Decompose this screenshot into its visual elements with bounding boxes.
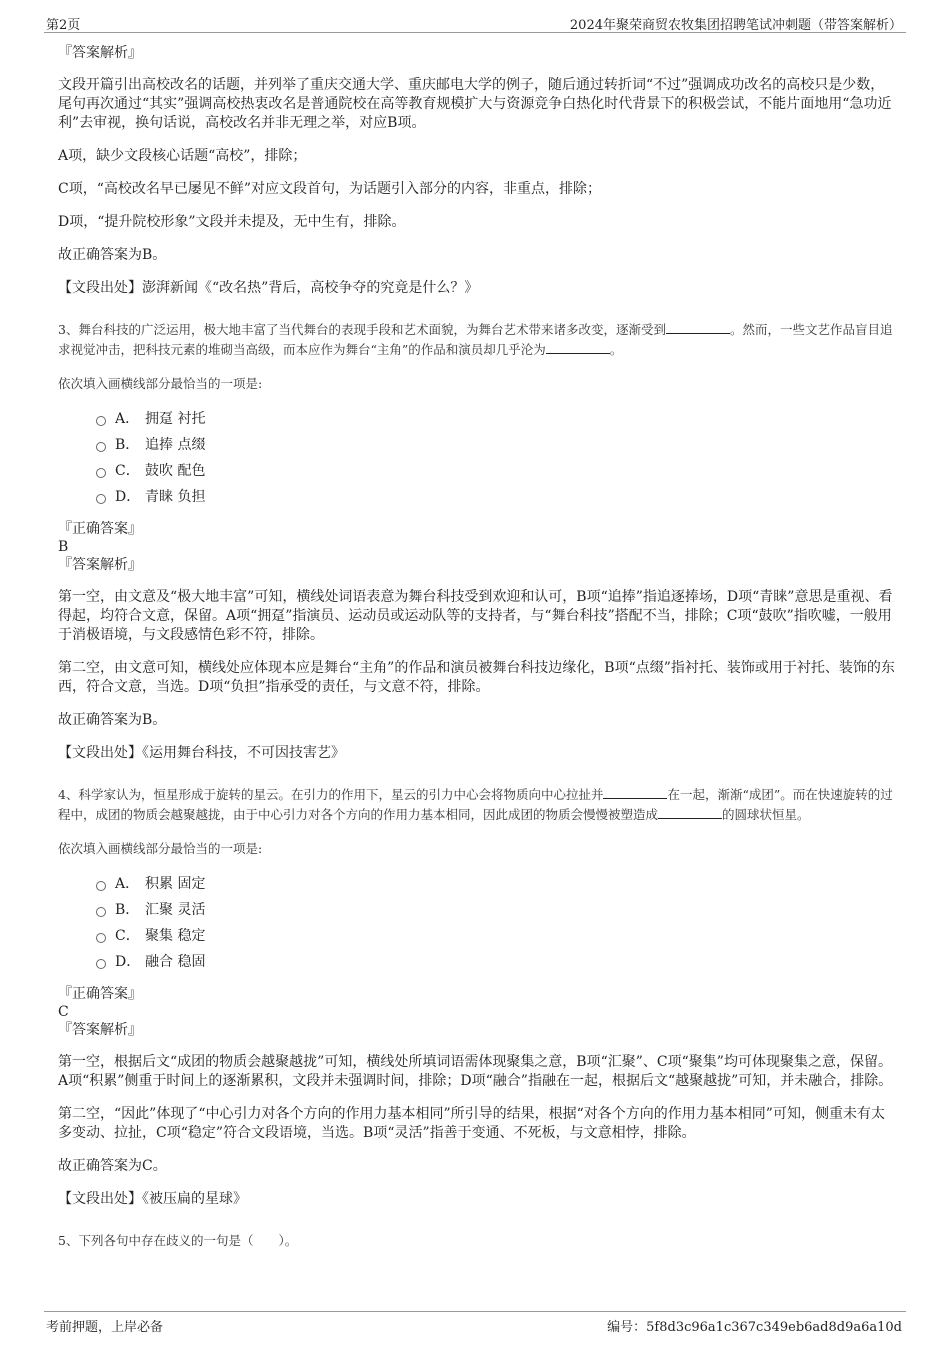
correct-answer: B [58,539,69,555]
question-4-stem: 4、科学家认为，恒星形成于旋转的星云。在引力的作用下，星云的引力中心会将物质向中心拉扯并 在一起，渐渐“成团”。而在快速旋转的过程中，成团的物质会越聚越拢，由于中心引力对各个方向的作用力基本相同，因此成团的物质会慢慢被塑造成 的圆球状恒星。 [58,787,893,822]
radio-icon[interactable] [96,881,106,891]
fill-blank [546,341,610,354]
correct-answer: C [58,1004,69,1020]
answer-conclusion: 故正确答案为B。 [58,247,167,263]
answer-conclusion: 故正确答案为B。 [58,712,167,728]
analysis-label: 『答案解析』 [58,557,142,573]
analysis-paragraph: D项，“提升院校形象”文段并未提及，无中生有，排除。 [58,214,406,230]
option-a[interactable]: A． 拥趸 衬托 [96,406,898,432]
correct-answer-label: 『正确答案』 [58,521,142,537]
options-list [96,871,898,975]
question-prompt: 依次填入画横线部分最恰当的一项是: [58,376,263,391]
source-citation: 【文段出处】《运用舞台科技，不可因技害艺》 [58,745,345,761]
analysis-paragraph: A项，缺少文段核心话题“高校”，排除； [58,148,307,164]
radio-icon[interactable] [96,959,106,969]
analysis-paragraph: 第一空，根据后文“成团的物质会越聚越拢”可知，横线处所填词语需体现聚集之意，B项“汇聚”、C项“聚集”均可体现聚集之意，保留。A项“积累”侧重于时间上的逐渐累积，文段并未强调时间，排除；D项“融合”指融在一起，根据后文“越聚越拢”可知，并未融合，排除。 [58,1054,893,1089]
radio-icon[interactable] [96,494,106,504]
fill-blank [666,321,730,334]
document-id: 编号：5f8d3c96a1c367c349eb6ad8d9a6a10d [607,1320,902,1335]
source-citation: 【文段出处】《被压扁的星球》 [58,1191,247,1207]
source-citation: 【文段出处】澎湃新闻《“改名热”背后，高校争夺的究竟是什么？》 [58,280,479,296]
option-b[interactable]: B． 汇聚 灵活 [96,897,898,923]
question-3-stem: 3、舞台科技的广泛运用，极大地丰富了当代舞台的表现手段和艺术面貌，为舞台艺术带来诸多改变，逐渐受到 。然而，一些文艺作品盲目追求视觉冲击，把科技元素的堆砌当高级，而本应作为舞台“主角”的作品和演员却几乎沦为 。 [58,322,893,357]
analysis-paragraph: 第二空，“因此”体现了“中心引力对各个方向的作用力基本相同”所引导的结果，根据“对各个方向的作用力基本相同”可知，侧重未有太多变动、拉扯，C项“稳定”符合文段语境，当选。B项“灵活”指善于变通、不死板，与文意相悖，排除。 [58,1106,885,1141]
option-c[interactable]: C． 鼓吹 配色 [96,458,898,484]
radio-icon[interactable] [96,468,106,478]
radio-icon[interactable] [96,907,106,917]
answer-conclusion: 故正确答案为C。 [58,1158,167,1174]
analysis-paragraph: 第二空，由文意可知，横线处应体现本应是舞台“主角”的作品和演员被舞台科技边缘化，B项“点缀”指衬托、装饰或用于衬托、装饰的东西，符合文意，当选。D项“负担”指承受的责任，与文意不符，排除。 [58,660,895,695]
correct-answer-label: 『正确答案』 [58,986,142,1002]
analysis-label: 『答案解析』 [58,45,142,61]
option-c[interactable]: C． 聚集 稳定 [96,923,898,949]
option-a[interactable]: A． 积累 固定 [96,871,898,897]
document-body [58,44,898,1251]
option-d[interactable]: D． 融合 稳固 [96,949,898,975]
analysis-label: 『答案解析』 [58,1022,142,1038]
radio-icon[interactable] [96,442,106,452]
page-footer [44,1311,906,1336]
analysis-paragraph: C项，“高校改名早已屡见不鲜”对应文段首句，为话题引入部分的内容，非重点，排除； [58,181,602,197]
document-title: 2024年聚荣商贸农牧集团招聘笔试冲刺题（带答案解析） [569,18,902,33]
options-list [96,406,898,510]
question-prompt: 依次填入画横线部分最恰当的一项是: [58,841,263,856]
option-b[interactable]: B． 追捧 点缀 [96,432,898,458]
question-5-stem: 5、下列各句中存在歧义的一句是（ ）。 [58,1233,298,1248]
radio-icon[interactable] [96,933,106,943]
footer-slogan: 考前押题，上岸必备 [46,1320,164,1335]
fill-blank [658,806,722,819]
fill-blank [603,786,667,799]
option-d[interactable]: D． 青睐 负担 [96,484,898,510]
analysis-paragraph: 第一空，由文意及“极大地丰富”可知，横线处词语表意为舞台科技受到欢迎和认可，B项“追捧”指追逐捧场，D项“青睐”意思是重视、看得起，均符合文意，保留。A项“拥趸”指演员、运动员或运动队等的支持者，与“舞台科技”搭配不当，排除；C项“鼓吹”指吹嘘，一般用于消极语境，与文段感情色彩不符，排除。 [58,589,893,643]
page-header [44,10,906,33]
radio-icon[interactable] [96,416,106,426]
page-number: 第2页 [46,18,81,33]
analysis-paragraph: 文段开篇引出高校改名的话题，并列举了重庆交通大学、重庆邮电大学的例子，随后通过转折词“不过”强调成功改名的高校只是少数，尾句再次通过“其实”强调高校热衷改名是普通院校在高等教育规模扩大与资源竞争白热化时代背景下的积极尝试，不能片面地用“急功近利”去审视，换句话说，高校改名并非无理之举，对应B项。 [58,77,892,131]
